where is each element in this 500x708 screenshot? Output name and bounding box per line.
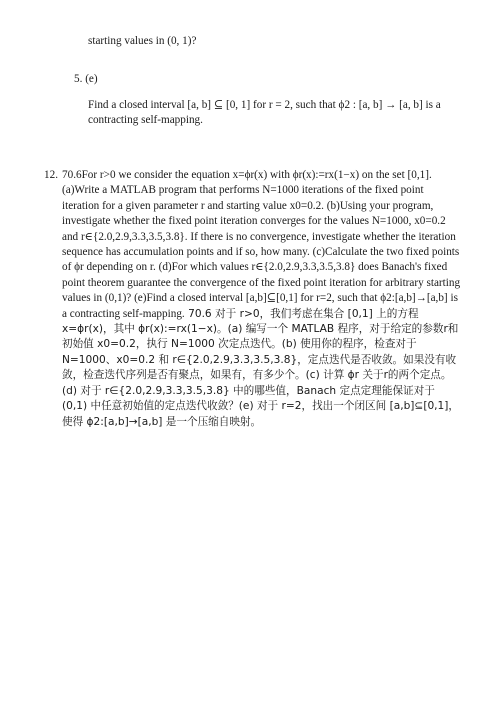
item-5-paragraph: Find a closed interval [a, b] ⊆ [0, 1] for r = 2, such that ϕ2 : [a, b] → [a, b] is a contracting self-mapping.: [88, 99, 441, 127]
previous-item-fragment: starting values in (0, 1)?: [88, 35, 197, 47]
question-12-text-chinese: 70.6 对于 r>0，我们考虑在集合 [0,1] 上的方程 x=ϕr(x)，其中 ϕr(x):=rx(1−x)。(a) 编写一个 MATLAB 程序，对于给定的参数r和初始值 x0=0.2，执行 N=1000 次定点迭代。(b) 使用你的程序，检查对于 N=1000、x0=0.2 和 r∈{2.0,2.9,3.3,3.5,3.8}，定点迭代是否收敛。如果没有收敛，检查迭代序列是否有聚点，如果有，有多少个。(c) 计算 ϕr 关于r的两个定点。(d) 对于 r∈{2.0,2.9,3.3,3.5,3.8} 中的哪些值，Banach 定点定理能保证对于 (0,1) 中任意初始值的定点迭代收敛？(e) 对于 r=2，找出一个闭区间 [a,b]⊆[0,1]，使得 ϕ2:[a,b]→[a,b] 是一个压缩自映射。: [62, 307, 460, 428]
question-12-body: [62, 168, 462, 430]
question-12-text-english: 70.6For r>0 we consider the equation x=ϕr(x) with ϕr(x):=rx(1−x) on the set [0,1]. (a)Write a MATLAB program that performs N=1000 iterations of the fixed point iteration for a given parameter r and starting value x0=0.2. (b)Using your program, investigate whether the fixed point iteration converges for the values N=1000, x0=0.2 and r∈{2.0,2.9,3.3,3.5,3.8}. If there is no convergence, investigate whether the iteration sequence has accumulation points and if so, how many. (c)Calculate the two fixed points of ϕr depending on r. (d)For which values r∈{2.0,2.9,3.3,3.5,3.8} does Banach's fixed point theorem guarantee the convergence of the fixed point iteration for arbitrary starting values in (0,1)? (e)Find a closed interval [a,b]⊆[0,1] for r=2, such that ϕ2:[a,b]→[a,b] is a contracting self-mapping.: [62, 169, 461, 320]
question-12-number: 12.: [44, 169, 58, 181]
item-5-label: 5. (e): [74, 73, 98, 85]
